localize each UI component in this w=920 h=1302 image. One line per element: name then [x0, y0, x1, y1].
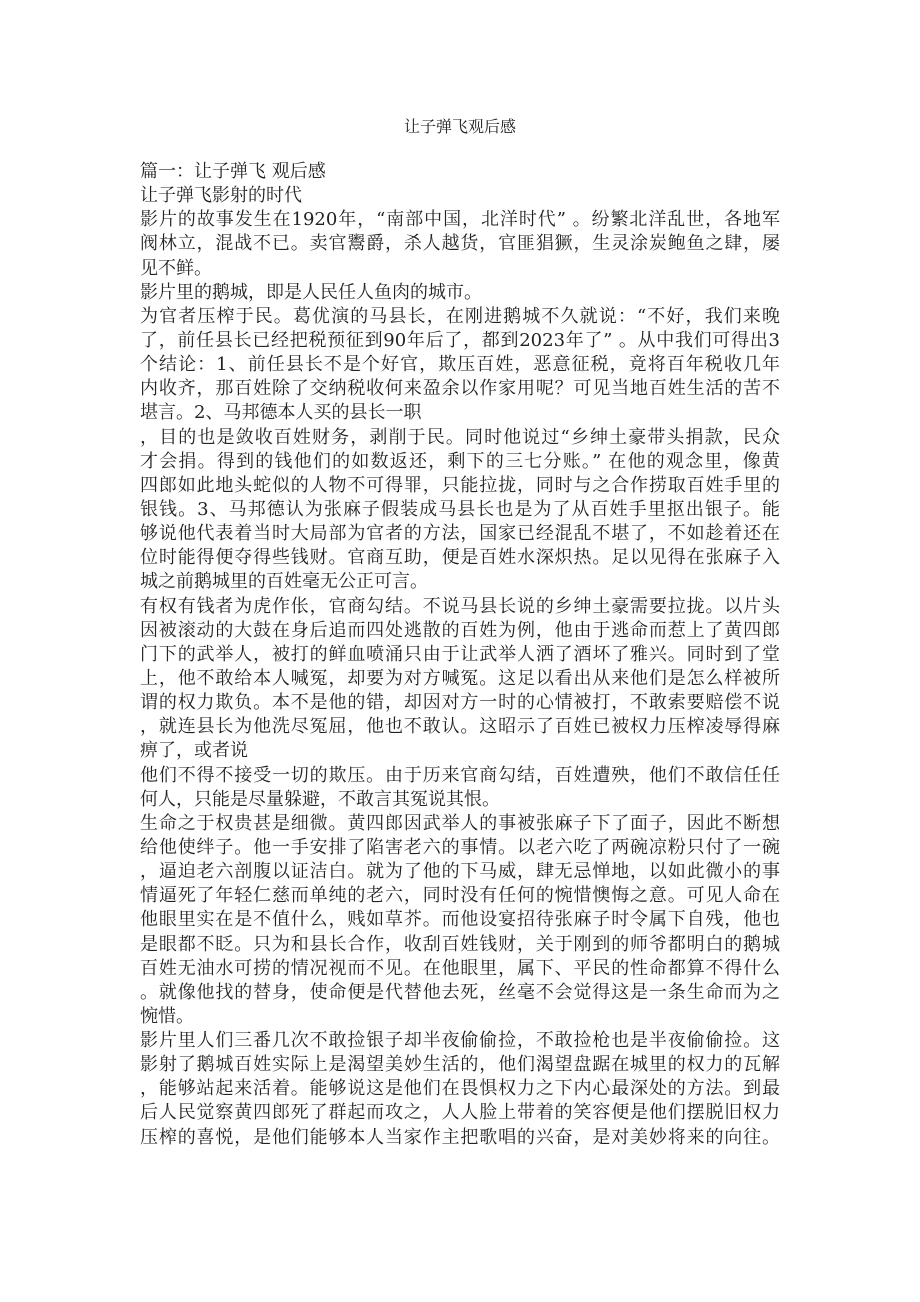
text-line: 惋惜。	[140, 1005, 194, 1027]
text-line: 位时能得便夺得些钱财。官商互助，便是百姓水深炽热。足以见得在张麻子入	[140, 547, 780, 569]
text-line: 生命之于权贵甚是细微。黄四郎因武举人的事被张麻子下了面子，因此不断想	[140, 812, 780, 834]
text-line: 影片里的鹅城，即是人民任人鱼肉的城市。	[140, 281, 482, 303]
text-line: 城之前鹅城里的百姓毫无公正可言。	[140, 571, 428, 593]
text-line: ，就连县长为他洗尽冤屈，他也不敢认。这昭示了百姓已被权力压榨凌辱得麻	[140, 716, 780, 738]
text-line: 给他使绊子。他一手安排了陷害老六的事情。以老六吃了两碗凉粉只付了一碗	[140, 836, 780, 858]
text-line: 上，他不敢给本人喊冤，却要为对方喊冤。这足以看出从来他们是怎么样被所	[140, 667, 780, 689]
text-line: 为官者压榨于民。葛优演的马县长，在刚进鹅城不久就说：“不好，我们来晚	[140, 305, 780, 327]
text-line: 堪言。2、马邦德本人买的县长一职	[140, 402, 422, 424]
text-line: 影片里人们三番几次不敢捡银子却半夜偷偷捡，不敢捡枪也是半夜偷偷捡。这	[140, 1030, 780, 1052]
text-line: 情逼死了年轻仁慈而单纯的老六，同时没有任何的惋惜懊悔之意。可见人命在	[140, 885, 780, 907]
text-line: 是眼都不眨。只为和县长合作，收刮百姓钱财，关于刚到的师爷都明白的鹅城	[140, 933, 780, 955]
text-line: 他眼里实在是不值什么，贱如草芥。而他设宴招待张麻子时令属下自残，他也	[140, 909, 780, 931]
text-line: 影射了鹅城百姓实际上是渴望美妙生活的，他们渴望盘踞在城里的权力的瓦解	[140, 1054, 780, 1076]
text-line: 痹了，或者说	[140, 740, 248, 762]
document-body	[140, 160, 780, 1150]
text-line: 了，前任县长已经把税预征到90年后了，都到2023年了” 。从中我们可得出3	[140, 329, 780, 351]
text-line: 他们不得不接受一切的欺压。由于历来官商勾结，百姓遭殃，他们不敢信任任	[140, 764, 780, 786]
text-line: ，逼迫老六剖腹以证洁白。就为了他的下马威，肆无忌惮地，以如此微小的事	[140, 861, 780, 883]
text-line: 银钱。3、马邦德认为张麻子假装成马县长也是为了从百姓手里抠出银子。能	[140, 498, 780, 520]
text-line: 见不鲜。	[140, 257, 212, 279]
text-line: 内收齐，那百姓除了交纳税收何来盈余以作家用呢？可见当地百姓生活的苦不	[140, 378, 780, 400]
text-line: 才会捐。得到的钱他们的如数返还，剩下的三七分账。” 在他的观念里，像黄	[140, 450, 780, 472]
text-line: 影片的故事发生在1920年，“南部中国，北洋时代” 。纷繁北洋乱世，各地军	[140, 209, 780, 231]
text-line: ，目的也是敛收百姓财务，剥削于民。同时他说过“乡绅土豪带头捐款，民众	[140, 426, 780, 448]
text-line: 篇一：让子弹飞 观后感	[140, 161, 326, 182]
text-line: 压榨的喜悦，是他们能够本人当家作主把歌唱的兴奋，是对美妙将来的向往。	[140, 1126, 780, 1148]
text-line: 。就像他找的替身，使命便是代替他去死，丝毫不会觉得这是一条生命而为之	[140, 981, 780, 1003]
text-line: 有权有钱者为虎作伥，官商勾结。不说马县长说的乡绅土豪需要拉拢。以片头	[140, 595, 780, 617]
text-line: 门下的武举人，被打的鲜血喷涌只由于让武举人洒了酒坏了雅兴。同时到了堂	[140, 643, 780, 665]
text-line: 四郎如此地头蛇似的人物不可得罪，只能拉拢，同时与之合作捞取百姓手里的	[140, 474, 780, 496]
text-line: 个结论：1、前任县长不是个好官，欺压百姓，恶意征税，竟将百年税收几年	[140, 354, 780, 376]
text-line: 谓的权力欺负。本不是他的错，却因对方一时的心情被打，不敢索要赔偿不说	[140, 692, 780, 714]
document-title: 让子弹飞观后感	[403, 117, 516, 136]
text-line: 因被滚动的大鼓在身后追而四处逃散的百姓为例，他由于逃命而惹上了黄四郎	[140, 619, 780, 641]
text-line: 够说他代表着当时大局部为官者的方法，国家已经混乱不堪了，不如趁着还在	[140, 523, 780, 545]
text-line: 阀林立，混战不已。卖官鬻爵，杀人越货，官匪猖獗，生灵涂炭鲍鱼之肆，屡	[140, 233, 780, 255]
text-line: ，能够站起来活着。能够说这是他们在畏惧权力之下内心最深处的方法。到最	[140, 1078, 780, 1100]
text-line: 让子弹飞影射的时代	[140, 185, 302, 207]
text-line: 百姓无油水可捞的情况视而不见。在他眼里，属下、平民的性命都算不得什么	[140, 957, 780, 979]
text-line: 后人民觉察黄四郎死了群起而攻之，人人脸上带着的笑容便是他们摆脱旧权力	[140, 1102, 780, 1124]
text-line: 何人，只能是尽量躲避，不敢言其冤说其恨。	[140, 788, 500, 810]
